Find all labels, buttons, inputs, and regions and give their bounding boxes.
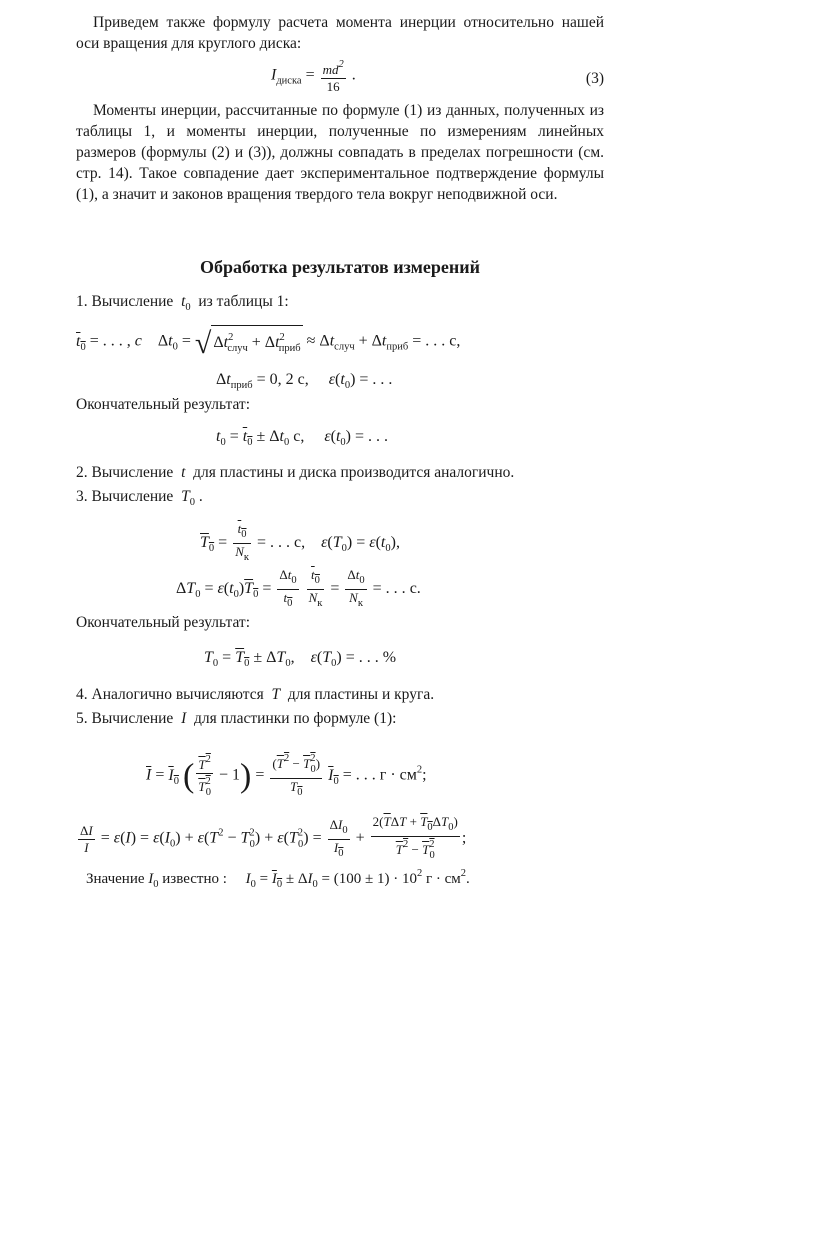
item-1: 1. Вычисление $t_0$ из таблицы 1:: [76, 293, 289, 313]
formula-3: $I_{диска}$ = $\frac{md^2}{16}$ .: [271, 59, 356, 94]
formula-3-denominator: 16: [326, 79, 340, 94]
final-result-label-2: Окончательный результат:: [76, 614, 251, 631]
formula-T0-final: $T_0 = T_0 \pm \Delta T_0$, $\varepsilon(T_0)$ = . . . %: [204, 649, 397, 669]
item-2: 2. Вычисление t для пластины и диска производится аналогично.: [76, 464, 515, 481]
intro-paragraph: Приведем также формулу расчета момента инерции относительно нашей оси вращения для круглого диска:: [76, 14, 604, 52]
formula-T0-mean: $T_0$ = $\frac{t_0}{N_к}$ = . . . с, $\varepsilon(T_0) = \varepsilon(t_0)$,: [200, 521, 400, 563]
formula-I-mean: $\overline{I} = I_0$ ( $\frac{T^2}{T^2_0}$ − 1) = $\frac{(T^2 - T^2_0)}{T_0}$ $I_0$ = . . . $г \cdot см^2$;: [146, 753, 427, 798]
formula-instrument-error: $\Delta t_{приб} = 0$, 2 с, $\varepsilon(t_0)$ = . . .: [216, 371, 393, 391]
moments-paragraph: Моменты инерции, рассчитанные по формуле (1) из данных, полученных из таблицы 1, и моменты инерции, полученные по измерениям линейных размеров (формулы (2) и (3)), должны совпадать в пределах погрешности (см. стр. 14). Такое совпадение дает экспериментальное подтверждение формулы (1), а значит и законов вращения твердого тела вокруг неподвижной оси.: [76, 102, 604, 203]
final-result-label-1: Окончательный результат:: [76, 396, 251, 413]
item-3: 3. Вычисление $T_0$ .: [76, 488, 203, 508]
formula-3-numerator: md: [322, 62, 339, 77]
formula-3-fraction: [321, 58, 346, 94]
formula-t0-final: $t_0 = t_0 \pm \Delta t_0$ с, $\varepsilon(t_0)$ = . . .: [216, 428, 389, 448]
formula-delta-T0: $\Delta T_0 = \varepsilon(t_0)T_0$ = $\frac{\Delta t_0}{t_0}$ $\frac{t_0}{N_к}$ = $\frac{\Delta t_0}{N_к}$ = . . . с.: [176, 567, 421, 609]
sqrt-expression: √ $\Delta t^2_{случ} + \Delta t^2_{приб}$: [194, 327, 301, 360]
formula-3-number: (3): [585, 70, 604, 87]
formula-known-value: Значение $I_0$ известно : $I_0 = I_0 \pm \Delta I_0 = (100 \pm 1) \cdot 10^2$ $г \cdot см^2$.: [86, 868, 470, 890]
section-title: Обработка результатов измерений: [199, 257, 480, 277]
formula-relative-error: $\frac{\Delta I}{I}$ = $\varepsilon(I) = \varepsilon(I_0) + \varepsilon(T^2 - T^2_0) + \varepsilon(T^2_0)$ = $\frac{\Delta I_0}{I_0}$ + $\frac{2(\overline{T}\Delta T + T_0\Delta T_0)}{T^2 - T^2_0}$ ;: [80, 814, 467, 861]
formula-3-subscript: диска: [276, 75, 302, 87]
item-4: 4. Аналогично вычисляются T для пластины и круга.: [76, 686, 435, 703]
formula-3-exponent: 2: [338, 59, 344, 70]
item-5: 5. Вычисление I для пластинки по формуле (1):: [76, 710, 397, 727]
formula-t0-mean: $t_0$ = . . . , c $\Delta t_0$ = √ $\Delta t^2_{случ} + \Delta t^2_{приб} \approx \Delta t_{случ} + \Delta t_{приб}$ = . . . с,: [76, 327, 461, 360]
